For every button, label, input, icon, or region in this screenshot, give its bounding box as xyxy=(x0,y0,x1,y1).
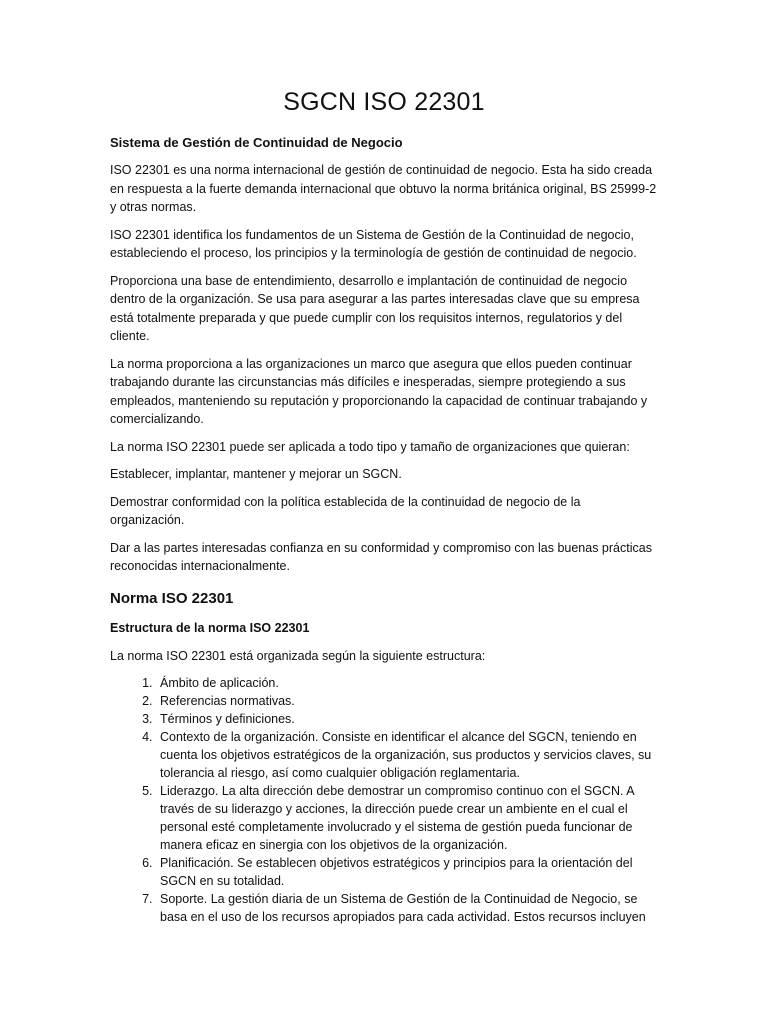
list-item: 2. Referencias normativas. xyxy=(156,692,658,710)
document-subtitle: Sistema de Gestión de Continuidad de Negocio xyxy=(110,135,403,150)
list-item: 1. Ámbito de aplicación. xyxy=(156,674,658,692)
structure-list xyxy=(110,674,658,926)
section-heading: Norma ISO 22301 xyxy=(110,589,234,607)
section-intro: La norma ISO 22301 está organizada según la siguiente estructura: xyxy=(110,648,486,663)
paragraph: Dar a las partes interesadas confianza en su conformidad y compromiso con las buenas prácticas reconocidas internacionalmente. xyxy=(110,540,652,573)
list-item: 4. Contexto de la organización. Consiste en identificar el alcance del SGCN, teniendo en cuenta los objetivos estratégicos de la organización, sus productos y servicios claves, su tolerancia al riesgo, así como cualquier obligación reglamentaria. xyxy=(156,728,658,782)
paragraph: ISO 22301 es una norma internacional de gestión de continuidad de negocio. Esta ha sido creada en respuesta a la fuerte demanda internacional que obtuvo la norma británica original, BS 25999-2 y otras normas. xyxy=(110,163,657,214)
paragraph: ISO 22301 identifica los fundamentos de un Sistema de Gestión de la Continuidad de negocio, estableciendo el proceso, los principios y la terminología de gestión de continuidad de negocio. xyxy=(110,227,637,260)
paragraph: La norma ISO 22301 puede ser aplicada a todo tipo y tamaño de organizaciones que quieran: xyxy=(110,439,630,454)
section-subheading: Estructura de la norma ISO 22301 xyxy=(110,620,310,635)
document-title: SGCN ISO 22301 xyxy=(283,88,485,116)
paragraph: La norma proporciona a las organizaciones un marco que asegura que ellos pueden continuar trabajando durante las circunstancias más difíciles e inesperadas, siempre protegiendo a sus empleados, manteniendo su reputación y proporcionando la capacidad de continuar trabajando y comercializando. xyxy=(110,356,648,426)
list-item: 6. Planificación. Se establecen objetivos estratégicos y principios para la orientación del SGCN en su totalidad. xyxy=(156,854,658,890)
paragraph: Demostrar conformidad con la política establecida de la continuidad de negocio de la organización. xyxy=(110,494,581,527)
list-item: 5. Liderazgo. La alta dirección debe demostrar un compromiso continuo con el SGCN. A través de su liderazgo y acciones, la dirección puede crear un ambiente en el cual el personal esté completamente involucrado y el sistema de gestión pueda funcionar de manera eficaz en sinergia con los objetivos de la organización. xyxy=(156,782,658,854)
list-item: 7. Soporte. La gestión diaria de un Sistema de Gestión de la Continuidad de Negocio, se basa en el uso de los recursos apropiados para cada actividad. Estos recursos incluyen xyxy=(156,890,658,926)
paragraph: Proporciona una base de entendimiento, desarrollo e implantación de continuidad de negocio dentro de la organización. Se usa para asegurar a las partes interesadas clave que su empresa está totalmente preparada y que puede cumplir con los requisitos internos, regulatorios y del cliente. xyxy=(110,273,640,343)
list-item: 3. Términos y definiciones. xyxy=(156,710,658,728)
paragraph: Establecer, implantar, mantener y mejorar un SGCN. xyxy=(110,467,402,481)
